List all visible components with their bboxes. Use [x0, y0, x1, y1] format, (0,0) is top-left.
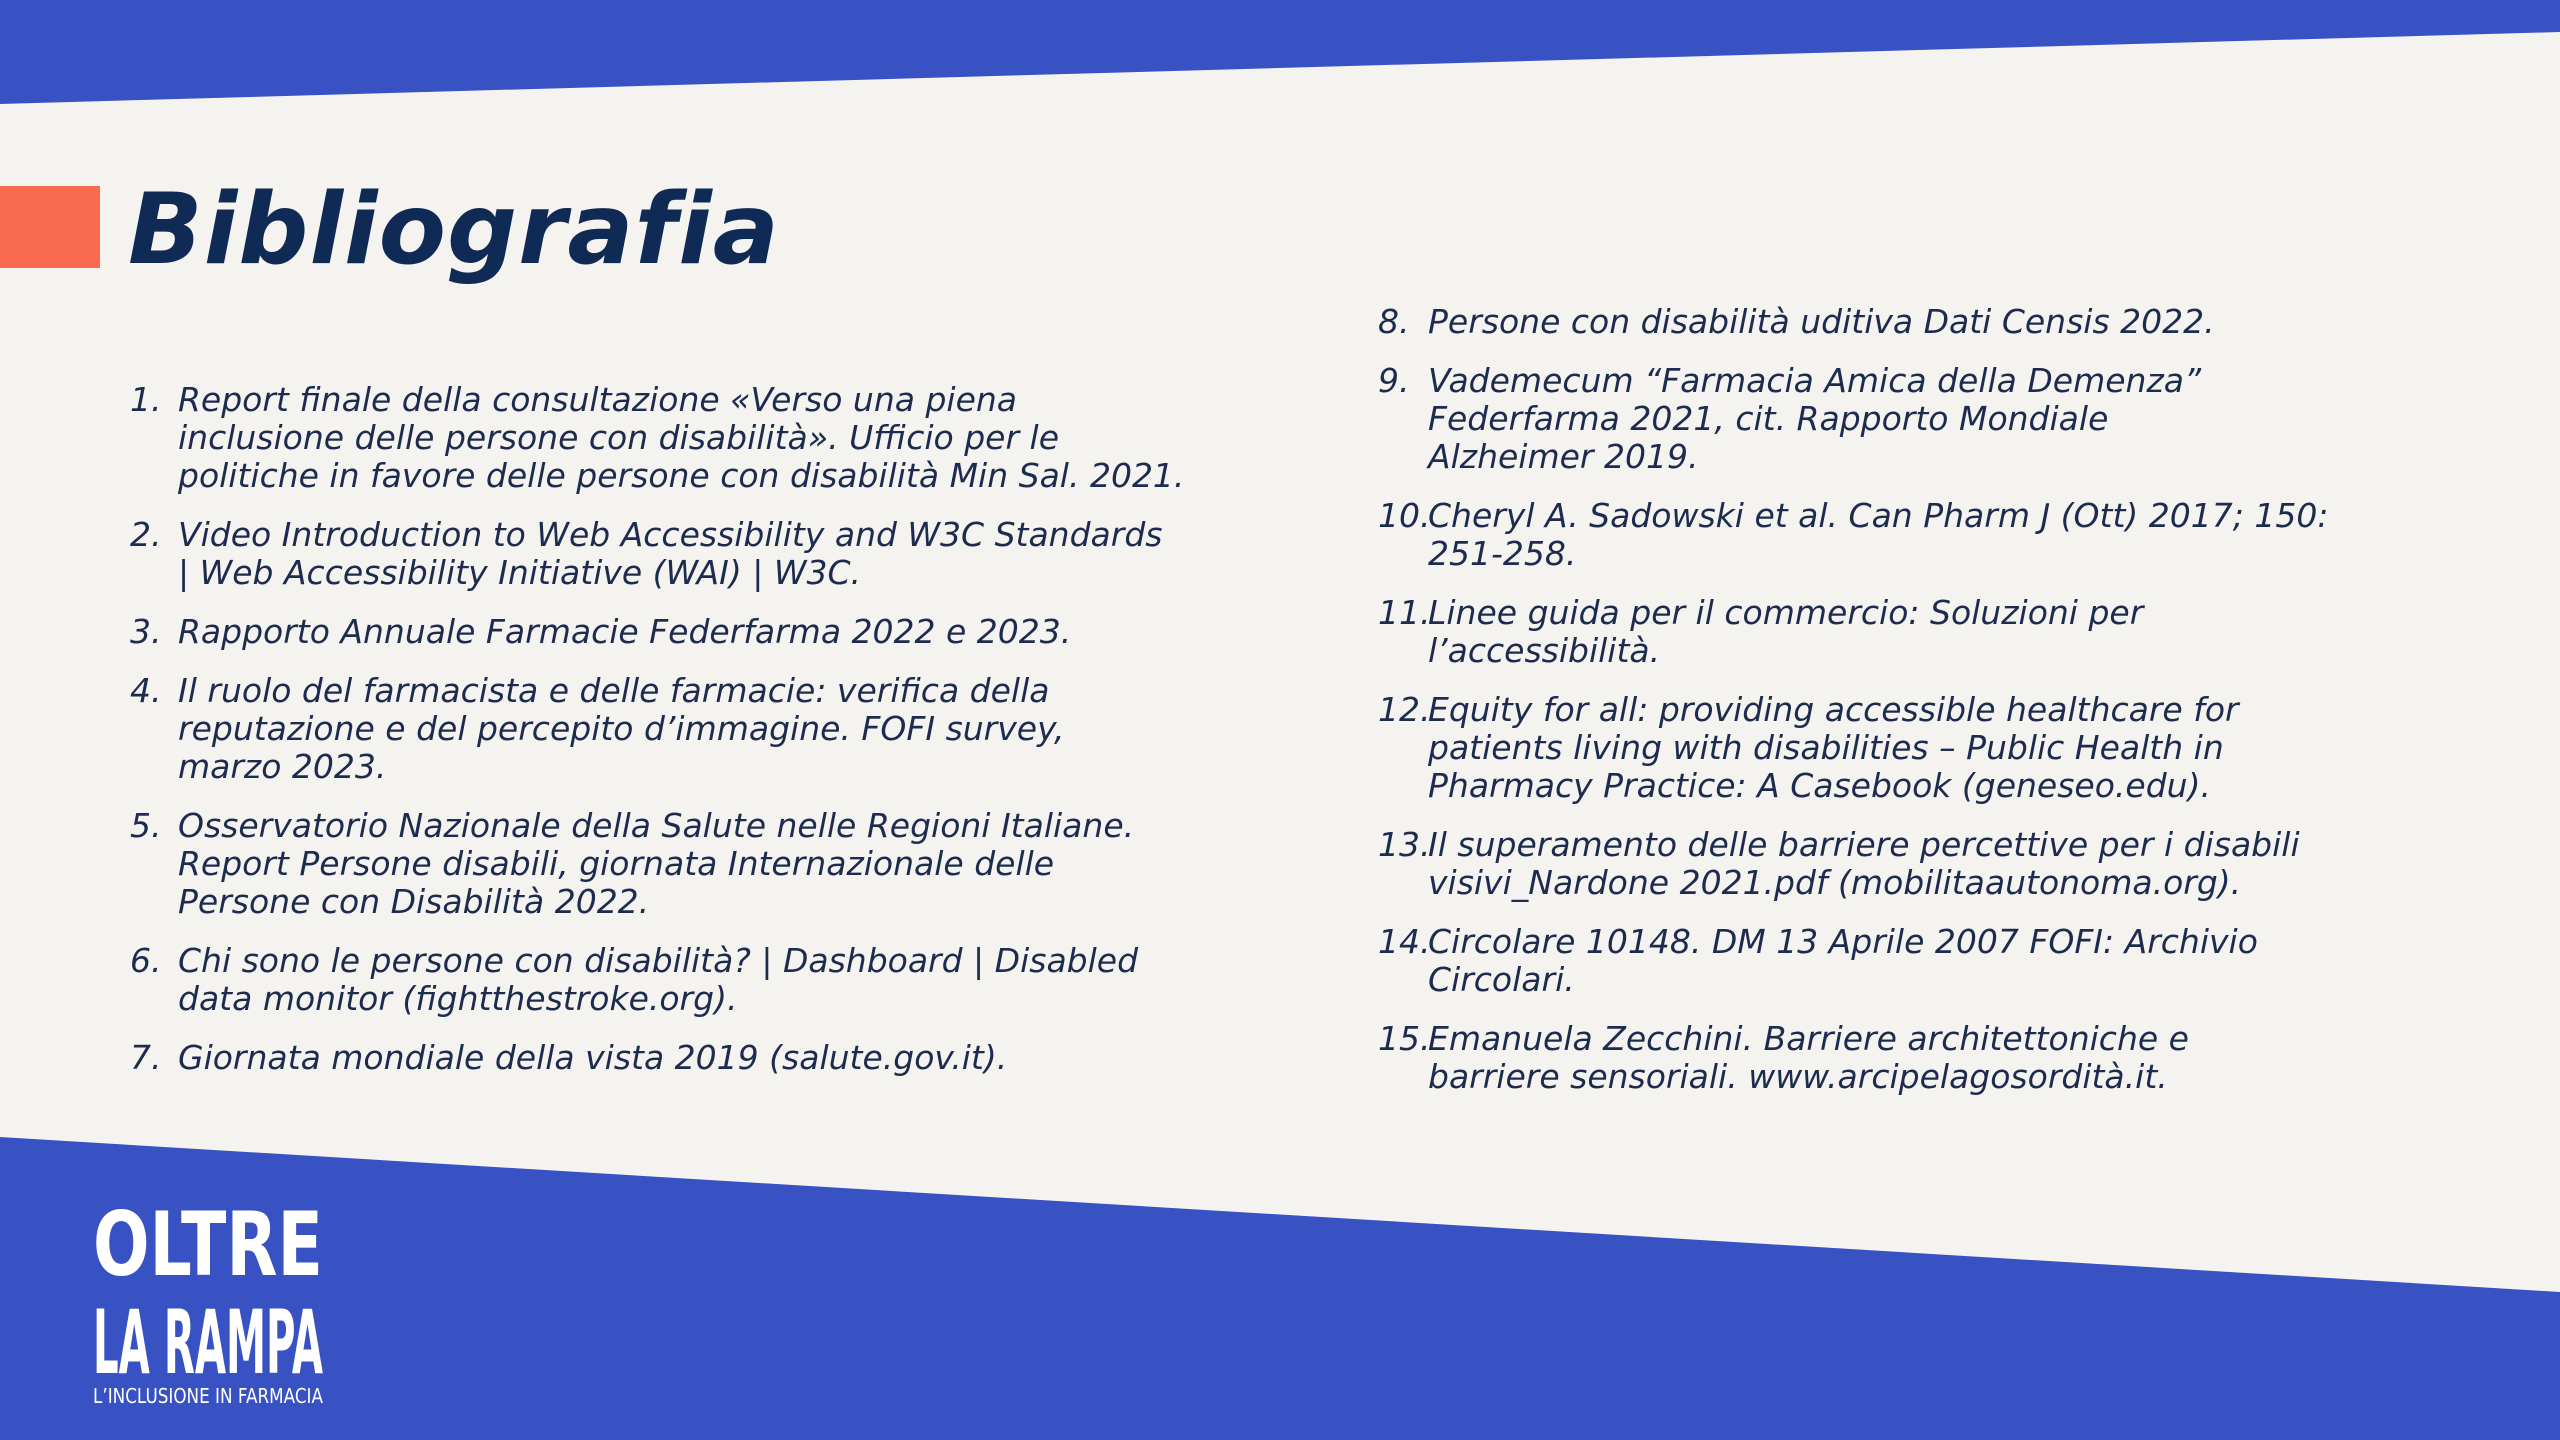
- reference-number: 1.: [130, 380, 162, 419]
- reference-number: 8.: [1378, 302, 1410, 341]
- reference-number: 12.: [1378, 690, 1431, 729]
- reference-item: [1378, 1020, 2498, 1096]
- reference-text: Linee guida per il commercio: Soluzioni per l’accessibilità.: [1428, 593, 2144, 670]
- reference-item: [1378, 691, 2498, 805]
- reference-text: Video Introduction to Web Accessibility and W3C Standards | Web Accessibility Initiative (WAI) | W3C.: [178, 515, 1163, 592]
- reference-list-right: [1378, 303, 2498, 1117]
- reference-number: 14.: [1378, 922, 1431, 961]
- reference-number: 4.: [130, 671, 162, 710]
- reference-text: Il ruolo del farmacista e delle farmacie: verifica della reputazione e del percepito d’immagine. FOFI survey, marzo 2023.: [178, 671, 1065, 786]
- reference-number: 2.: [130, 515, 162, 554]
- reference-text: Emanuela Zecchini. Barriere architettoniche e barriere sensoriali. www.arcipelagosordità.it.: [1428, 1019, 2189, 1096]
- reference-number: 11.: [1378, 593, 1431, 632]
- reference-text: Chi sono le persone con disabilità? | Dashboard | Disabled data monitor (fightthestroke.org).: [178, 941, 1139, 1018]
- reference-text: Il superamento delle barriere percettive per i disabili visivi_Nardone 2021.pdf (mobilitaautonoma.org).: [1428, 825, 2300, 902]
- reference-text: Equity for all: providing accessible healthcare for patients living with disabilities – Public Health in Pharmacy Practice: A Casebook (geneseo.edu).: [1428, 690, 2239, 805]
- logo-tagline: L’INCLUSIONE IN FARMACIA: [93, 1384, 324, 1408]
- page-title: Bibliografia: [128, 173, 780, 287]
- reference-number: 13.: [1378, 825, 1431, 864]
- reference-number: 5.: [130, 806, 162, 845]
- reference-text: Rapporto Annuale Farmacie Federfarma 2022 e 2023.: [178, 612, 1072, 651]
- reference-list-left: [130, 381, 1270, 1098]
- reference-item: [1378, 362, 2498, 476]
- reference-item: [130, 516, 1270, 592]
- reference-text: Giornata mondiale della vista 2019 (salute.gov.it).: [178, 1038, 1008, 1077]
- reference-item: [130, 381, 1270, 495]
- reference-text: Report finale della consultazione «Verso una piena inclusione delle persone con disabilità». Ufficio per le politiche in favore delle persone con disabilità Min Sal. 2021.: [178, 380, 1185, 495]
- reference-text: Persone con disabilità uditiva Dati Censis 2022.: [1428, 302, 2215, 341]
- reference-number: 3.: [130, 612, 162, 651]
- logo-line-2: LA RAMPA: [93, 1291, 323, 1394]
- top-band: [0, 0, 2560, 104]
- reference-number: 6.: [130, 941, 162, 980]
- reference-item: [1378, 826, 2498, 902]
- reference-item: [130, 1039, 1270, 1077]
- reference-number: 10.: [1378, 496, 1431, 535]
- reference-item: [130, 672, 1270, 786]
- reference-item: [1378, 303, 2498, 341]
- reference-text: Cheryl A. Sadowski et al. Can Pharm J (Ott) 2017; 150: 251-258.: [1428, 496, 2329, 573]
- reference-item: [1378, 497, 2498, 573]
- reference-text: Circolare 10148. DM 13 Aprile 2007 FOFI: Archivio Circolari.: [1428, 922, 2258, 999]
- reference-number: 7.: [130, 1038, 162, 1077]
- reference-text: Osservatorio Nazionale della Salute nelle Regioni Italiane. Report Persone disabili, giornata Internazionale delle Persone con Disabilità 2022.: [178, 806, 1135, 921]
- reference-item: [1378, 594, 2498, 670]
- title-accent-block: [0, 186, 100, 268]
- reference-item: [130, 613, 1270, 651]
- reference-item: [130, 942, 1270, 1018]
- bottom-band: [0, 1137, 2560, 1440]
- oltre-la-rampa-logo: [88, 1195, 328, 1410]
- reference-text: Vademecum “Farmacia Amica della Demenza” Federfarma 2021, cit. Rapporto Mondiale Alzheimer 2019.: [1428, 361, 2202, 476]
- logo-line-1: OLTRE: [93, 1195, 323, 1296]
- reference-item: [1378, 923, 2498, 999]
- reference-number: 9.: [1378, 361, 1410, 400]
- reference-item: [130, 807, 1270, 921]
- reference-number: 15.: [1378, 1019, 1431, 1058]
